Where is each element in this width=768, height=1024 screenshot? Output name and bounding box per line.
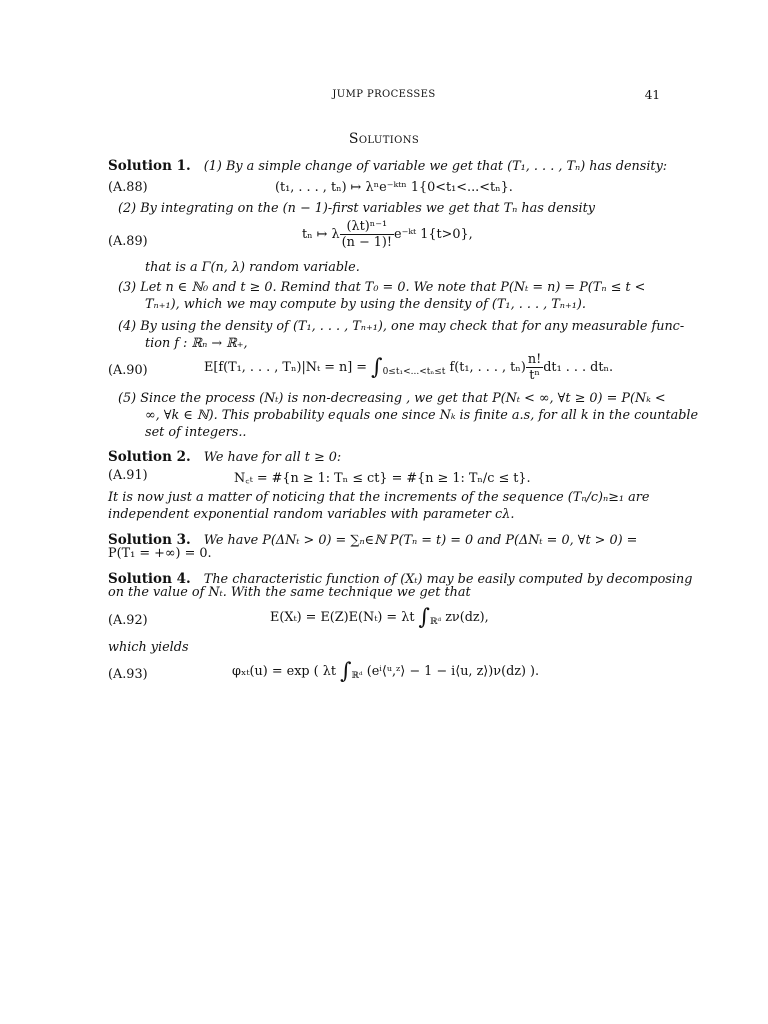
solution-4-line-2: on the value of Nₜ. With the same technique we get that	[108, 585, 471, 600]
solution-1-item-5-line-1: (5) Since the process (Nₜ) is non-decreasing , we get that P(Nₜ < ∞, ∀t ≥ 0) = P(Nₖ <	[118, 391, 666, 406]
solution-1-item-5-line-2: ∞, ∀k ∈ ℕ). This probability equals one since Nₖ is finite a.s, for all k in the countable	[145, 408, 699, 423]
equation-a90-fraction	[526, 352, 543, 383]
solution-1-line	[108, 155, 667, 174]
which-yields: which yields	[108, 640, 189, 655]
solution-3-line-1: We have P(ΔNₜ > 0) = ∑ₙ∈ℕ P(Tₙ = t) = 0 and P(ΔNₜ = 0, ∀t > 0) =	[203, 533, 638, 548]
equation-label-a90: (A.90)	[108, 363, 148, 378]
section-title: Solutions	[348, 131, 420, 147]
equation-a93	[232, 659, 539, 684]
solution-3-line-2: P(T₁ = +∞) = 0.	[108, 546, 212, 561]
integral-sign: ∫	[418, 605, 431, 630]
solution-1-item-2: (2) By integrating on the (n − 1)-first variables we get that Tₙ has density	[118, 201, 595, 216]
solution-1-item-4-line-1: (4) By using the density of (T₁, . . . , Tₙ₊₁), one may check that for any measurable func-	[118, 319, 685, 334]
page-number: 41	[644, 88, 660, 102]
equation-a89-denominator: (n − 1)!	[341, 235, 393, 250]
equation-a93-left: φₓₜ(u) = exp ( λt	[232, 664, 336, 679]
integral-sign: ∫	[340, 659, 352, 684]
equation-a89-left: tₙ ↦ λ	[302, 227, 340, 242]
solution-2-line-1: It is now just a matter of noticing that the increments of the sequence (Tₙ/c)ₙ≥₁ are	[108, 490, 650, 505]
equation-a91: N꜀ₜ = #{n ≥ 1: Tₙ ≤ ct} = #{n ≥ 1: Tₙ/c ≤ t}.	[234, 471, 531, 486]
equation-a93-domain: ℝᵈ	[351, 671, 363, 681]
equation-a90	[204, 352, 613, 383]
equation-a89-fraction	[340, 219, 394, 250]
equation-a93-right: (eⁱ⟨ᵘ,ᶻ⟩ − 1 − i⟨u, z⟩)ν(dz) ).	[366, 664, 540, 679]
solution-1-label: Solution 1.	[108, 158, 191, 174]
equation-a90-numerator: n!	[527, 352, 542, 367]
solution-2-line	[108, 446, 341, 465]
equation-a92-left: E(Xₜ) = E(Z)E(Nₜ) = λt	[270, 610, 415, 625]
equation-a89-right: e⁻ᵏᵗ 1{t>0},	[394, 227, 473, 242]
equation-label-a88: (A.88)	[108, 180, 148, 195]
equation-a90-left: E[f(T₁, . . . , Tₙ)|Nₜ = n] =	[204, 360, 368, 375]
equation-a90-mid: f(t₁, . . . , tₙ)	[449, 360, 526, 375]
equation-label-a92: (A.92)	[108, 613, 148, 628]
solution-4-line-1: The characteristic function of (Xₜ) may be easily computed by decomposing	[203, 572, 693, 587]
equation-a92-right: zν(dz),	[445, 610, 489, 625]
integral-sign: ∫	[371, 355, 383, 380]
solution-4-label: Solution 4.	[108, 571, 191, 587]
solution-2-line-2: independent exponential random variables with parameter cλ.	[108, 507, 515, 522]
equation-a90-right: dt₁ . . . dtₙ.	[543, 360, 614, 375]
solution-3-label: Solution 3.	[108, 532, 191, 548]
running-header: JUMP PROCESSES	[332, 89, 436, 100]
equation-a89	[302, 219, 473, 250]
solution-1-item-3-line-1: (3) Let n ∈ ℕ₀ and t ≥ 0. Remind that T₀ = 0. We note that P(Nₜ = n) = P(Tₙ ≤ t <	[118, 280, 646, 295]
solution-1-item-5-line-3: set of integers..	[145, 425, 247, 440]
equation-label-a89: (A.89)	[108, 234, 148, 249]
solution-1-item-1: (1) By a simple change of variable we get that (T₁, . . . , Tₙ) has density:	[203, 159, 668, 174]
equation-a89-numerator: (λt)ⁿ⁻¹	[340, 219, 394, 235]
equation-a92	[270, 605, 489, 630]
equation-a90-domain: 0≤t₁<...<tₙ≤t	[382, 367, 446, 377]
solution-2-label: Solution 2.	[108, 449, 191, 465]
solution-2-intro: We have for all t ≥ 0:	[203, 450, 342, 465]
solution-1-item-3-line-2: Tₙ₊₁), which we may compute by using the density of (T₁, . . . , Tₙ₊₁).	[145, 297, 586, 312]
equation-label-a93: (A.93)	[108, 667, 148, 682]
equation-label-a91: (A.91)	[108, 468, 148, 483]
equation-a88: (t₁, . . . , tₙ) ↦ λⁿe⁻ᵏᵗⁿ 1{0<t₁<...<tₙ}.	[275, 180, 513, 195]
solution-1-item-2-tail: that is a Γ(n, λ) random variable.	[145, 260, 360, 275]
equation-a92-domain: ℝᵈ	[430, 617, 442, 627]
solution-1-item-4-line-2: tion f : ℝₙ → ℝ₊,	[145, 336, 248, 351]
equation-a90-denominator: tⁿ	[529, 368, 540, 383]
